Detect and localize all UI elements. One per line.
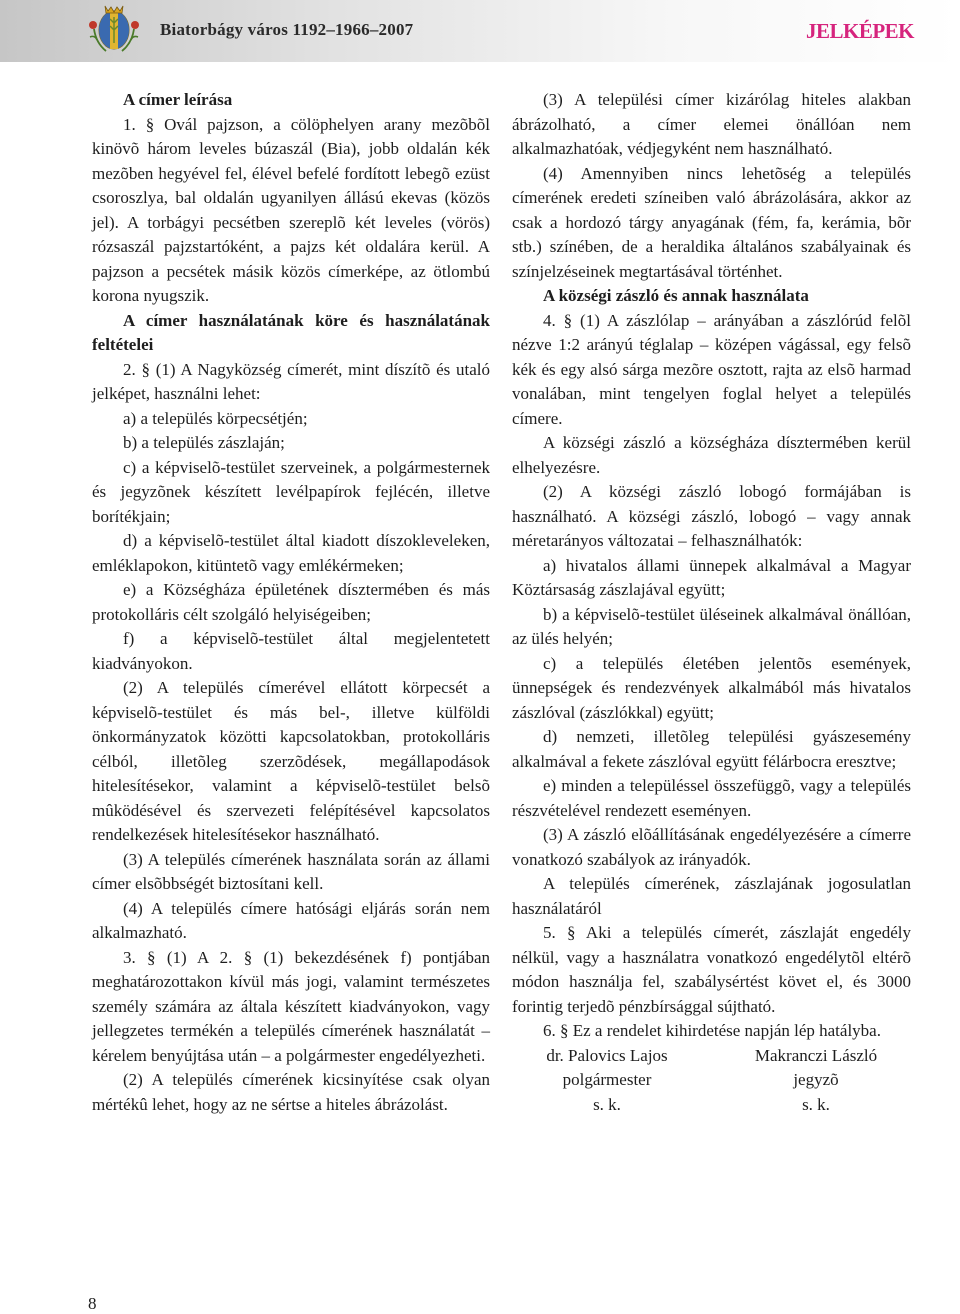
- signature-block: [512, 1044, 911, 1118]
- paragraph: b) a képviselõ-testület üléseinek alkalmával önállóan, az ülés helyén;: [512, 604, 911, 648]
- paragraph: (3) A település címerének használata során az állami címer elsõbbségét biztosítani kell.: [92, 849, 490, 893]
- paragraph: 5. § Aki a település címerét, zászlaját engedély nélkül, vagy a használatra vonatkozó engedélytõl eltérõ módon használja fel, szabálysértést követ el, és 3000 forintig terjedõ pénzbírsággal sújtható.: [512, 923, 911, 1016]
- paragraph: b) a település zászlaján;: [123, 433, 285, 452]
- paragraph: e) a Községháza épületének dísztermében és más protokolláris célt szolgáló helyiségeiben;: [92, 580, 490, 624]
- paragraph: a) a település körpecsétjén;: [123, 408, 308, 428]
- paragraph: (2) A település címerével ellátott körpecsét a képviselõ-testület és más bel-, illetve külföldi önkormányzatok közötti kapcsolatokban, protokolláris célból, illetõleg szerzõdések, megállapodások hitelesítésekor, valamint a képviselõ-testület belsõ mûködésével és szervezeti felépítésével kapcsolatos rendelkezések hitelesítésekor használható.: [92, 678, 490, 844]
- paragraph: 1. § Ovál pajzson, a cölöphelyen arany mezõbõl kinövõ három leveles búzaszál (Bia), jobb oldalán kék mezõben hegyével fel, élével befelé fordított lebegõ ezüst csoroszlya, bal oldalán ugyanilyen állású ekevas (közös jel). A torbágyi pecsétben szereplõ két leveles (vörös) rózsaszál pajzstartóként, a pajzs két oldalára kerül. A pajzson a pecsétek másik közös címerképe, az ötlombú korona nyugszik.: [92, 114, 490, 305]
- paragraph: f) a képviselõ-testület által megjelentetett kiadványokon.: [92, 629, 490, 673]
- section-heading: A címer leírása: [123, 90, 233, 109]
- signature: [512, 1044, 702, 1118]
- right-column: [512, 88, 911, 1117]
- signature-name: Makranczi László: [754, 1045, 878, 1065]
- paragraph: (4) Amennyiben nincs lehetõség a település címerének eredeti színeiben való ábrázolására, akkor az csak a hordozó tárgy anyagának (fém, fa, kerámia, bõr stb.) színében, de a heraldika általános szabályainak és színjelzéseinek megtartásával történhet.: [512, 163, 911, 281]
- paragraph: (3) A zászló elõállításának engedélyezésére a címerre vonatkozó szabályok az irányadók.: [512, 825, 911, 869]
- coat-of-arms-icon: [86, 3, 142, 59]
- left-column: [92, 88, 490, 1117]
- paragraph: (4) A település címere hatósági eljárás során nem alkalmazható.: [92, 898, 490, 942]
- paragraph: c) a település életében jelentõs események, ünnepségek és rendezvények alkalmából más hivatalos zászlóval (zászlókkal) együtt;: [512, 653, 911, 722]
- signature: [721, 1044, 911, 1118]
- paragraph: (2) A községi zászló lobogó formájában is használható. A községi zászló, lobogó – vagy annak méretarányos változatai – felhasználhatók:: [512, 482, 911, 550]
- paragraph: d) nemzeti, illetõleg települési gyászesemény alkalmával a fekete zászlóval együtt félárbocra eresztve;: [512, 727, 911, 771]
- signature-name: dr. Palovics Lajos: [546, 1045, 668, 1065]
- signature-title: polgármester: [562, 1070, 652, 1089]
- paragraph: (3) A települési címer kizárólag hiteles alakban ábrázolható, a címer elemei önállóan nem alkalmazhatóak, védjegyként nem használható.: [512, 90, 911, 158]
- paragraph: e) minden a településsel összefüggõ, vagy a település részvételével rendezett eseményen.: [512, 776, 911, 820]
- section-heading: A községi zászló és annak használata: [543, 286, 809, 305]
- paragraph: A községi zászló a községháza dísztermében kerül elhelyezésre.: [512, 433, 911, 477]
- signature-title: jegyzõ: [793, 1070, 839, 1089]
- publication-title: Biatorbágy város 1192–1966–2007: [160, 20, 414, 39]
- page-number: 8: [88, 1294, 97, 1313]
- section-heading: A címer használatának köre és használatának feltételei: [92, 310, 490, 354]
- signature-note: s. k.: [802, 1094, 830, 1114]
- page-header: [0, 0, 960, 62]
- section-title: JELKÉPEK: [805, 19, 914, 43]
- signature-note: s. k.: [593, 1094, 621, 1114]
- paragraph: (2) A település címerének kicsinyítése csak olyan mértékû lehet, hogy az ne sértse a hiteles ábrázolást.: [92, 1070, 490, 1114]
- paragraph: A település címerének, zászlajának jogosulatlan használatáról: [512, 874, 911, 918]
- paragraph: 6. § Ez a rendelet kihirdetése napján lép hatályba.: [543, 1021, 881, 1040]
- paragraph: 3. § (1) A 2. § (1) bekezdésének f) pontjában meghatározottakon kívül más jogi, valamint természetes személy számára az általa készített kiadványokon, vagy jellegzetes termékén a település címerének használatát – kérelem benyújtása után – a polgármester engedélyezheti.: [92, 947, 490, 1065]
- paragraph: 4. § (1) A zászlólap – arányában a zászlórúd felõl nézve 1:2 arányú téglalap – középen vágással, egy felsõ kék és egy alsó sárga mezõre osztott, rajta az elsõ harmad vonalában, mint tengelyen foglal helyet a település címere.: [512, 310, 911, 428]
- paragraph: c) a képviselõ-testület szerveinek, a polgármesternek és jegyzõnek készített levélpapírok fejlécén, illetve borítékjain;: [92, 457, 490, 526]
- paragraph: d) a képviselõ-testület által kiadott díszokleveleken, emléklapokon, kitüntetõ vagy emlékérmeken;: [92, 531, 490, 575]
- paragraph: a) hivatalos állami ünnepek alkalmával a Magyar Köztársaság zászlajával együtt;: [512, 555, 911, 599]
- paragraph: 2. § (1) A Nagyközség címerét, mint díszítõ és utaló jelképet, használni lehet:: [92, 359, 490, 403]
